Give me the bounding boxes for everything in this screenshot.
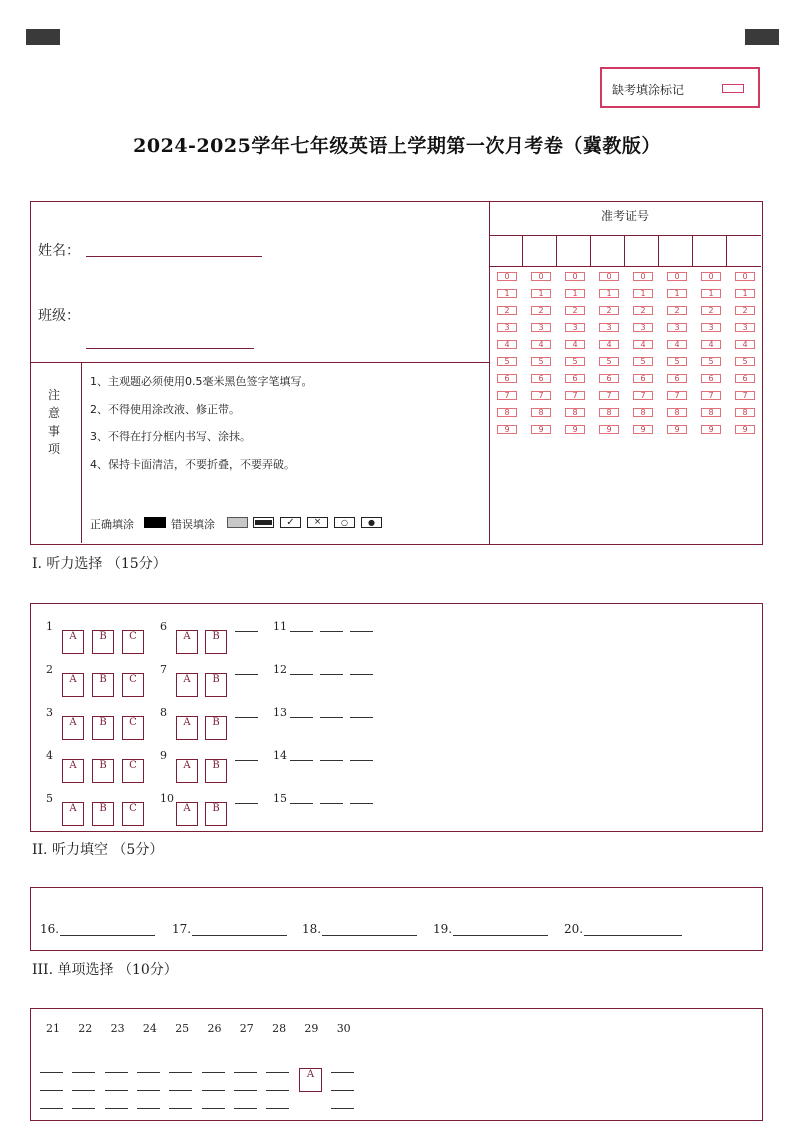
admission-bubble[interactable]: 2 bbox=[497, 306, 517, 315]
question-number: 20. bbox=[564, 922, 584, 936]
answer-line[interactable] bbox=[290, 631, 313, 632]
admission-digit-cell[interactable] bbox=[591, 235, 625, 266]
option-box[interactable]: A bbox=[176, 802, 198, 826]
option-box[interactable]: B bbox=[92, 630, 114, 654]
question-number: 14 bbox=[273, 749, 287, 762]
notes-label-char: 项 bbox=[47, 442, 60, 456]
admission-bubble[interactable]: 8 bbox=[633, 408, 653, 417]
note-item: 3、不得在打分框内书写、涂抹。 bbox=[90, 430, 251, 443]
section3-frame bbox=[30, 1008, 763, 1121]
question-number: 26 bbox=[207, 1022, 222, 1035]
question-number: 6 bbox=[160, 620, 167, 633]
option-box[interactable]: B bbox=[205, 716, 227, 740]
admission-bubble[interactable]: 1 bbox=[531, 289, 551, 298]
admission-bubble[interactable]: 7 bbox=[667, 391, 687, 400]
admission-bubble[interactable]: 2 bbox=[599, 306, 619, 315]
answer-line[interactable] bbox=[331, 1108, 354, 1109]
question-number: 30 bbox=[336, 1022, 351, 1035]
question-number: 28 bbox=[272, 1022, 287, 1035]
admission-bubble[interactable]: 2 bbox=[701, 306, 721, 315]
answer-line[interactable] bbox=[320, 760, 343, 761]
admission-bubble[interactable]: 4 bbox=[497, 340, 517, 349]
question-number: 3 bbox=[46, 706, 53, 719]
option-box[interactable]: A bbox=[176, 673, 198, 697]
question-number: 7 bbox=[160, 663, 167, 676]
answer-line[interactable] bbox=[235, 674, 258, 675]
wrong-fill-sample-cross: × bbox=[307, 517, 328, 528]
admission-bubble[interactable]: 9 bbox=[565, 425, 585, 434]
admission-bubble[interactable]: 8 bbox=[735, 408, 755, 417]
option-box[interactable]: C bbox=[122, 716, 144, 740]
answer-line[interactable] bbox=[320, 631, 343, 632]
answer-line[interactable] bbox=[72, 1108, 95, 1109]
admission-bubble[interactable]: 9 bbox=[497, 425, 517, 434]
class-label: 班级： bbox=[38, 308, 80, 324]
admission-bubble[interactable]: 3 bbox=[599, 323, 619, 332]
answer-line[interactable] bbox=[350, 674, 373, 675]
admission-bubble[interactable]: 7 bbox=[565, 391, 585, 400]
answer-line[interactable] bbox=[290, 803, 313, 804]
admission-bubble[interactable]: 6 bbox=[497, 374, 517, 383]
admission-bubble[interactable]: 6 bbox=[735, 374, 755, 383]
option-box[interactable]: B bbox=[205, 759, 227, 783]
answer-line[interactable] bbox=[290, 760, 313, 761]
question-number: 17. bbox=[172, 922, 192, 936]
wrong-fill-sample-dot: ● bbox=[361, 517, 382, 528]
option-box[interactable]: A bbox=[176, 716, 198, 740]
admission-bubble[interactable]: 4 bbox=[565, 340, 585, 349]
answer-line[interactable] bbox=[320, 674, 343, 675]
divider bbox=[489, 266, 761, 267]
question-number: 25 bbox=[175, 1022, 190, 1035]
answer-line[interactable] bbox=[235, 717, 258, 718]
question-number: 21 bbox=[46, 1022, 60, 1035]
option-box[interactable]: C bbox=[122, 630, 144, 654]
admission-bubble[interactable]: 5 bbox=[531, 357, 551, 366]
answer-line[interactable] bbox=[137, 1108, 160, 1109]
admission-bubble[interactable]: 6 bbox=[667, 374, 687, 383]
admission-bubble[interactable]: 7 bbox=[735, 391, 755, 400]
option-box[interactable]: B bbox=[92, 673, 114, 697]
question-number: 1 bbox=[46, 620, 53, 633]
wrong-fill-label: 错误填涂 bbox=[171, 518, 215, 531]
answer-line[interactable] bbox=[202, 1108, 225, 1109]
admission-bubble[interactable]: 4 bbox=[633, 340, 653, 349]
answer-line[interactable] bbox=[350, 717, 373, 718]
admission-digit-cell[interactable] bbox=[489, 235, 523, 266]
admission-bubble[interactable]: 5 bbox=[735, 357, 755, 366]
answer-line[interactable] bbox=[40, 1108, 63, 1109]
question-number: 22 bbox=[78, 1022, 93, 1035]
option-box[interactable]: C bbox=[122, 759, 144, 783]
question-number: 18. bbox=[302, 922, 322, 936]
answer-line[interactable] bbox=[169, 1108, 192, 1109]
admission-digit-cell[interactable] bbox=[659, 235, 693, 266]
answer-line[interactable] bbox=[40, 1090, 63, 1091]
option-box[interactable]: C bbox=[122, 802, 144, 826]
option-box[interactable]: B bbox=[205, 802, 227, 826]
absent-mark-bubble[interactable] bbox=[722, 84, 744, 93]
wrong-fill-sample-circle: ○ bbox=[334, 517, 355, 528]
admission-bubble[interactable]: 9 bbox=[667, 425, 687, 434]
section2-frame bbox=[30, 887, 763, 951]
absent-mark-label: 缺考填涂标记 bbox=[612, 83, 685, 97]
absent-mark-box bbox=[600, 67, 760, 108]
answer-line[interactable] bbox=[60, 935, 155, 936]
admission-bubble[interactable]: 0 bbox=[633, 272, 653, 281]
admission-bubble[interactable]: 9 bbox=[531, 425, 551, 434]
admission-bubble[interactable]: 6 bbox=[633, 374, 653, 383]
notes-label-char: 注 bbox=[47, 388, 60, 402]
admission-label: 准考证号 bbox=[600, 209, 649, 223]
admission-bubble[interactable]: 0 bbox=[565, 272, 585, 281]
admission-bubble[interactable]: 7 bbox=[531, 391, 551, 400]
answer-line[interactable] bbox=[169, 1090, 192, 1091]
admission-bubble[interactable]: 9 bbox=[735, 425, 755, 434]
option-box[interactable]: B bbox=[205, 630, 227, 654]
admission-bubble[interactable]: 0 bbox=[667, 272, 687, 281]
class-input[interactable] bbox=[86, 348, 254, 349]
option-box[interactable]: A bbox=[62, 716, 84, 740]
admission-bubble[interactable]: 0 bbox=[497, 272, 517, 281]
answer-line[interactable] bbox=[266, 1072, 289, 1073]
admission-bubble[interactable]: 3 bbox=[565, 323, 585, 332]
admission-bubble[interactable]: 2 bbox=[667, 306, 687, 315]
admission-bubble[interactable]: 1 bbox=[497, 289, 517, 298]
answer-line[interactable] bbox=[331, 1090, 354, 1091]
admission-bubble[interactable]: 3 bbox=[531, 323, 551, 332]
wrong-fill-sample-gray bbox=[227, 517, 248, 528]
admission-bubble[interactable]: 3 bbox=[667, 323, 687, 332]
option-box[interactable]: A bbox=[62, 673, 84, 697]
admission-digit-cell[interactable] bbox=[693, 235, 727, 266]
admission-bubble[interactable]: 1 bbox=[565, 289, 585, 298]
note-item: 2、不得使用涂改液、修正带。 bbox=[90, 403, 240, 416]
admission-bubble[interactable]: 7 bbox=[701, 391, 721, 400]
option-box[interactable]: B bbox=[92, 716, 114, 740]
question-number: 15 bbox=[273, 792, 287, 805]
answer-line[interactable] bbox=[350, 803, 373, 804]
name-label: 姓名： bbox=[38, 243, 80, 259]
correct-fill-label: 正确填涂 bbox=[90, 518, 134, 531]
page-title: 2024-2025学年七年级英语上学期第一次月考卷（冀教版） bbox=[133, 135, 661, 157]
question-number: 2 bbox=[46, 663, 53, 676]
answer-line[interactable] bbox=[192, 935, 287, 936]
admission-bubble[interactable]: 8 bbox=[667, 408, 687, 417]
question-number: 10 bbox=[160, 792, 174, 805]
answer-line[interactable] bbox=[169, 1072, 192, 1073]
question-number: 11 bbox=[273, 620, 287, 633]
option-box[interactable]: B bbox=[92, 759, 114, 783]
admission-bubble[interactable]: 5 bbox=[633, 357, 653, 366]
answer-line[interactable] bbox=[105, 1108, 128, 1109]
answer-line[interactable] bbox=[453, 935, 548, 936]
admission-bubble[interactable]: 5 bbox=[667, 357, 687, 366]
admission-bubble[interactable]: 0 bbox=[735, 272, 755, 281]
registration-mark-right bbox=[745, 29, 779, 45]
notes-label-char: 事 bbox=[47, 424, 60, 438]
section1-heading: I. 听力选择 （15分） bbox=[32, 556, 167, 572]
question-number: 24 bbox=[142, 1022, 157, 1035]
divider bbox=[30, 362, 489, 363]
question-number: 8 bbox=[160, 706, 167, 719]
option-box[interactable]: A bbox=[299, 1068, 322, 1092]
option-box[interactable]: B bbox=[92, 802, 114, 826]
admission-bubble[interactable]: 8 bbox=[599, 408, 619, 417]
answer-line[interactable] bbox=[72, 1072, 95, 1073]
option-box[interactable]: C bbox=[122, 673, 144, 697]
answer-line[interactable] bbox=[105, 1090, 128, 1091]
answer-line[interactable] bbox=[40, 1072, 63, 1073]
admission-bubble[interactable]: 0 bbox=[701, 272, 721, 281]
admission-bubble[interactable]: 5 bbox=[599, 357, 619, 366]
admission-bubble[interactable]: 1 bbox=[735, 289, 755, 298]
answer-line[interactable] bbox=[105, 1072, 128, 1073]
note-item: 1、主观题必须使用0.5毫米黑色签字笔填写。 bbox=[90, 375, 313, 388]
admission-bubble[interactable]: 3 bbox=[633, 323, 653, 332]
answer-line[interactable] bbox=[350, 760, 373, 761]
answer-line[interactable] bbox=[350, 631, 373, 632]
divider bbox=[81, 362, 82, 543]
admission-bubble[interactable]: 3 bbox=[701, 323, 721, 332]
admission-bubble[interactable]: 5 bbox=[701, 357, 721, 366]
admission-bubble[interactable]: 4 bbox=[599, 340, 619, 349]
admission-bubble[interactable]: 4 bbox=[667, 340, 687, 349]
admission-bubble[interactable]: 9 bbox=[599, 425, 619, 434]
admission-bubble[interactable]: 2 bbox=[565, 306, 585, 315]
wrong-fill-sample-bar bbox=[253, 517, 274, 528]
correct-fill-sample bbox=[144, 517, 166, 528]
question-number: 29 bbox=[304, 1022, 319, 1035]
question-number: 27 bbox=[239, 1022, 254, 1035]
admission-bubble[interactable]: 1 bbox=[667, 289, 687, 298]
admission-bubble[interactable]: 4 bbox=[701, 340, 721, 349]
answer-line[interactable] bbox=[235, 631, 258, 632]
answer-line[interactable] bbox=[266, 1108, 289, 1109]
answer-line[interactable] bbox=[331, 1072, 354, 1073]
admission-bubble[interactable]: 1 bbox=[633, 289, 653, 298]
admission-bubble[interactable]: 4 bbox=[531, 340, 551, 349]
admission-bubble[interactable]: 8 bbox=[701, 408, 721, 417]
answer-line[interactable] bbox=[290, 717, 313, 718]
admission-bubble[interactable]: 6 bbox=[565, 374, 585, 383]
admission-bubble[interactable]: 8 bbox=[565, 408, 585, 417]
admission-bubble[interactable]: 5 bbox=[497, 357, 517, 366]
section2-heading: II. 听力填空 （5分） bbox=[32, 842, 164, 858]
question-number: 19. bbox=[433, 922, 453, 936]
admission-bubble[interactable]: 2 bbox=[633, 306, 653, 315]
admission-bubble[interactable]: 6 bbox=[599, 374, 619, 383]
answer-line[interactable] bbox=[290, 674, 313, 675]
admission-digit-cell[interactable] bbox=[625, 235, 659, 266]
answer-line[interactable] bbox=[72, 1090, 95, 1091]
option-box[interactable]: A bbox=[62, 802, 84, 826]
note-item: 4、保持卡面清洁，不要折叠，不要弄破。 bbox=[90, 458, 295, 471]
admission-digit-cell[interactable] bbox=[557, 235, 591, 266]
answer-line[interactable] bbox=[322, 935, 417, 936]
admission-bubble[interactable]: 3 bbox=[497, 323, 517, 332]
notes-label-char: 意 bbox=[47, 406, 60, 420]
admission-bubble[interactable]: 6 bbox=[531, 374, 551, 383]
admission-bubble[interactable]: 1 bbox=[701, 289, 721, 298]
admission-bubble[interactable]: 9 bbox=[701, 425, 721, 434]
admission-bubble[interactable]: 2 bbox=[531, 306, 551, 315]
admission-bubble[interactable]: 7 bbox=[633, 391, 653, 400]
admission-bubble[interactable]: 0 bbox=[531, 272, 551, 281]
admission-bubble[interactable]: 8 bbox=[531, 408, 551, 417]
admission-bubble[interactable]: 1 bbox=[599, 289, 619, 298]
answer-line[interactable] bbox=[320, 717, 343, 718]
admission-bubble[interactable]: 9 bbox=[633, 425, 653, 434]
option-box[interactable]: A bbox=[62, 759, 84, 783]
name-input[interactable] bbox=[86, 256, 262, 257]
admission-digit-cell[interactable] bbox=[523, 235, 557, 266]
wrong-fill-sample-check: ✓ bbox=[280, 517, 301, 528]
answer-line[interactable] bbox=[234, 1072, 257, 1073]
admission-bubble[interactable]: 8 bbox=[497, 408, 517, 417]
answer-line[interactable] bbox=[235, 760, 258, 761]
registration-mark-left bbox=[26, 29, 60, 45]
question-number: 9 bbox=[160, 749, 167, 762]
option-box[interactable]: A bbox=[176, 630, 198, 654]
option-box[interactable]: A bbox=[62, 630, 84, 654]
admission-bubble[interactable]: 5 bbox=[565, 357, 585, 366]
admission-bubble[interactable]: 3 bbox=[735, 323, 755, 332]
question-number: 12 bbox=[273, 663, 287, 676]
question-number: 13 bbox=[273, 706, 287, 719]
option-box[interactable]: B bbox=[205, 673, 227, 697]
notes-label bbox=[46, 386, 62, 458]
answer-line[interactable] bbox=[234, 1090, 257, 1091]
question-number: 4 bbox=[46, 749, 53, 762]
admission-bubble[interactable]: 2 bbox=[735, 306, 755, 315]
question-number: 23 bbox=[110, 1022, 125, 1035]
question-number: 5 bbox=[46, 792, 53, 805]
answer-line[interactable] bbox=[584, 935, 682, 936]
answer-line[interactable] bbox=[202, 1072, 225, 1073]
answer-line[interactable] bbox=[235, 803, 258, 804]
admission-bubble[interactable]: 7 bbox=[497, 391, 517, 400]
answer-line[interactable] bbox=[137, 1072, 160, 1073]
answer-line[interactable] bbox=[320, 803, 343, 804]
admission-bubble[interactable]: 0 bbox=[599, 272, 619, 281]
admission-bubble[interactable]: 4 bbox=[735, 340, 755, 349]
answer-line[interactable] bbox=[266, 1090, 289, 1091]
section3-heading: III. 单项选择 （10分） bbox=[32, 962, 178, 978]
question-number: 16. bbox=[40, 922, 60, 936]
option-box[interactable]: A bbox=[176, 759, 198, 783]
answer-line[interactable] bbox=[234, 1108, 257, 1109]
answer-line[interactable] bbox=[137, 1090, 160, 1091]
admission-bubble[interactable]: 7 bbox=[599, 391, 619, 400]
answer-line[interactable] bbox=[202, 1090, 225, 1091]
admission-bubble[interactable]: 6 bbox=[701, 374, 721, 383]
